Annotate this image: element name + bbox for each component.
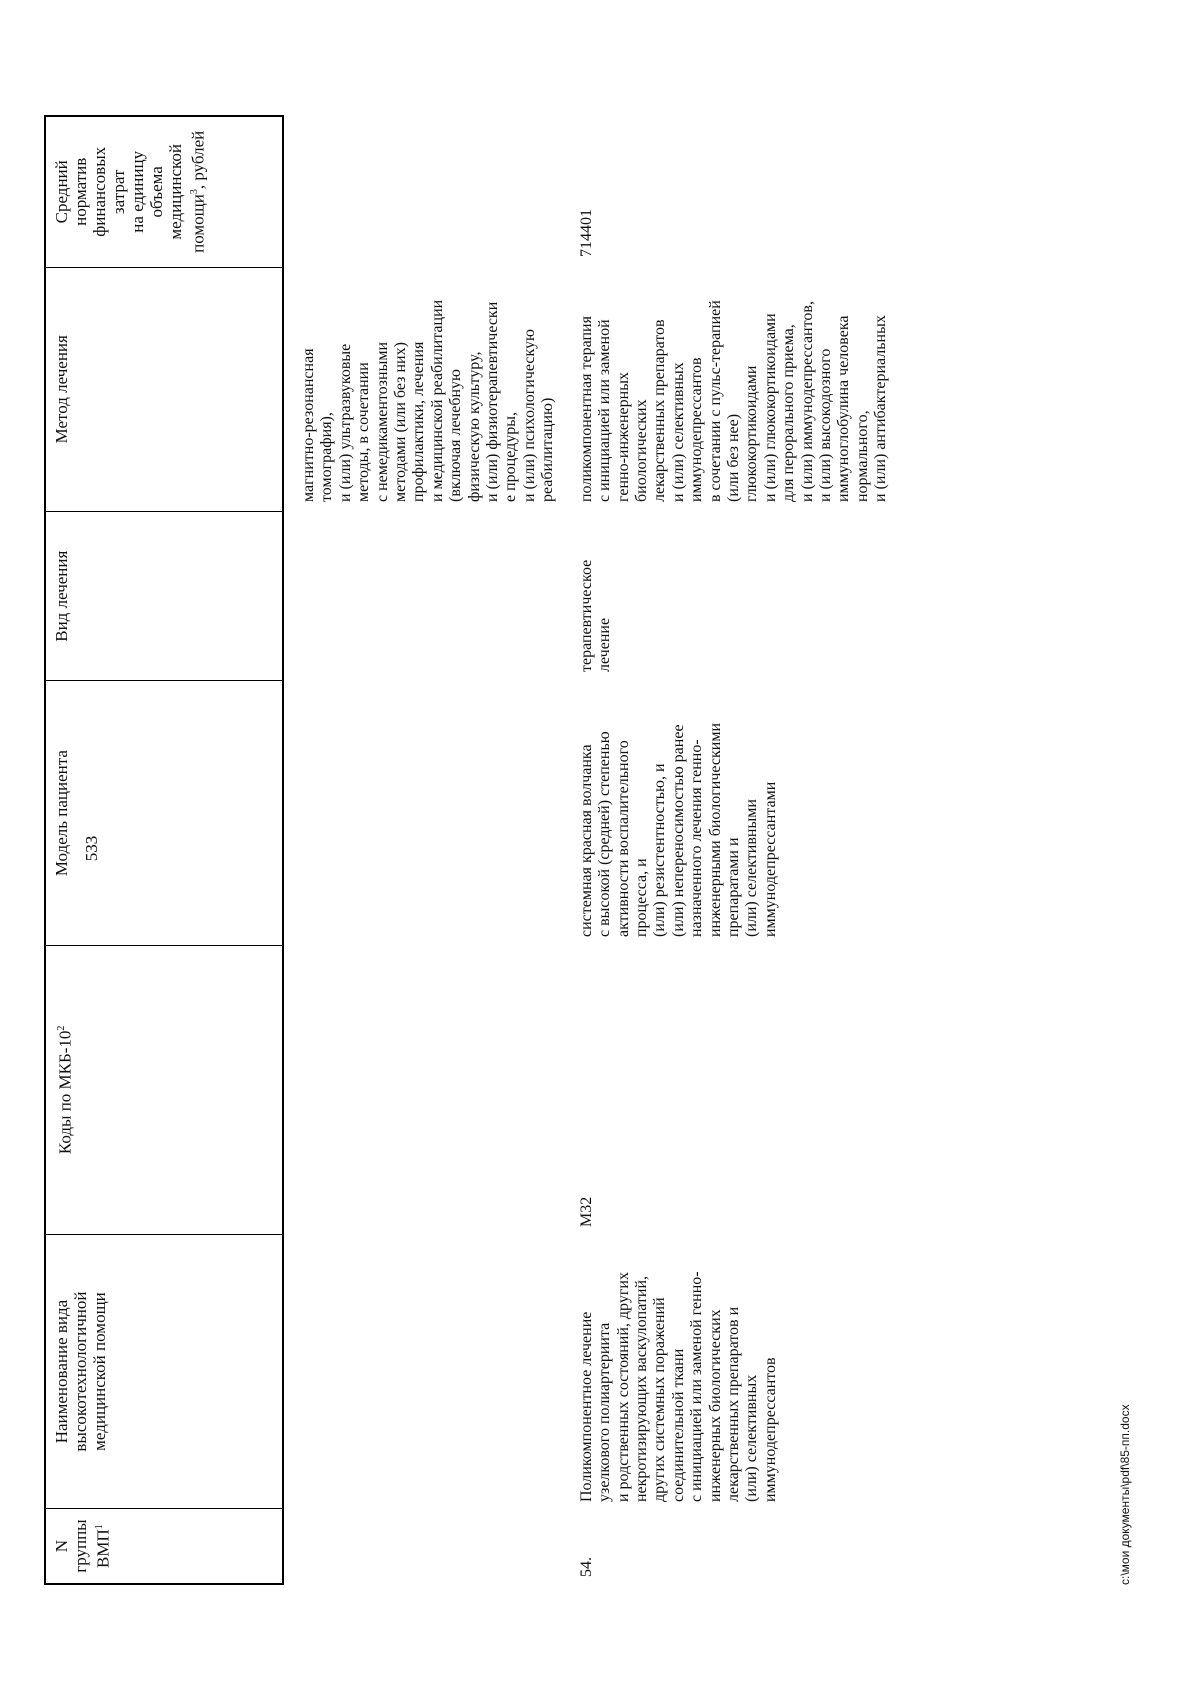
text-line: узелкового полиартериита — [596, 1322, 614, 1502]
text-line: (или) селективными — [743, 799, 761, 937]
text-line: генно-инженерных — [614, 372, 632, 502]
header-average-cost — [46, 117, 282, 267]
header-treatment-method — [46, 267, 282, 511]
text-line: (или без нее) — [724, 413, 742, 502]
text-line: лекарственных препаратов — [651, 319, 669, 502]
text-line: томография), — [318, 412, 336, 502]
header-cost-line: финансовых затрат — [90, 146, 128, 237]
text-line: (или) резистентностью, и — [651, 763, 669, 937]
text-line: с инициацией или заменой — [596, 319, 614, 502]
cell-patient-model — [578, 680, 891, 945]
text-line: методы, в сочетании — [355, 362, 373, 502]
text-line: и (или) ультразвуковые — [336, 343, 354, 502]
header-care-type-name — [46, 1234, 282, 1508]
text-line: иммунодепрессантов — [761, 1357, 779, 1502]
text-line: некротизирующих васкулопатий, — [632, 1275, 650, 1502]
text-line: нормального, — [853, 410, 871, 502]
text-line: и (или) антибактериальных — [872, 315, 890, 502]
table-row-continuation — [300, 115, 558, 1585]
text-line: и (или) глюкокортикоидами — [761, 313, 779, 502]
page-number: 533 — [82, 835, 101, 862]
text-line: терапевтическое — [577, 559, 595, 672]
icd-code: M32 — [577, 1196, 595, 1227]
text-line: поликомпонентная терапия — [577, 316, 595, 502]
text-line: лечение — [596, 617, 614, 672]
cell-icd-codes — [578, 945, 891, 1235]
text-line: и (или) иммунодепрессантов, — [798, 301, 816, 502]
group-number: 54. — [577, 1557, 595, 1577]
text-line: (включая лечебную — [447, 369, 465, 502]
header-name-line: медицинской помощи — [90, 1292, 109, 1451]
text-line: физическую культуру, — [465, 351, 483, 502]
text-line: процесса, и — [632, 858, 650, 937]
text-line: с высокой (средней) степенью — [596, 731, 614, 937]
table-row — [578, 115, 891, 1585]
text-line: иммунодепрессантами — [761, 781, 779, 937]
header-name-line: Наименование вида — [52, 1299, 71, 1444]
text-line: соединительной ткани — [669, 1348, 687, 1502]
text-line: профилактики, лечения — [410, 341, 428, 502]
header-patient-model — [46, 680, 282, 944]
cell-method-continuation — [300, 265, 558, 510]
header-model-text: Модель пациента — [52, 750, 71, 877]
cell-average-cost — [578, 115, 891, 265]
text-line: и (или) психологическую — [520, 329, 538, 502]
footnote-marker: 3 — [189, 189, 200, 195]
footnote-marker: 1 — [94, 1524, 105, 1530]
table-header — [44, 115, 284, 1585]
cell-care-type-name — [578, 1235, 891, 1510]
text-line: методами (или без них) — [392, 342, 410, 502]
header-vid-text: Вид лечения — [52, 550, 71, 642]
text-line: иммунодепрессантов — [688, 357, 706, 502]
text-line: активности воспалительного — [614, 740, 632, 937]
text-line: инженерными биологическими — [706, 722, 724, 937]
file-path-footer: c:\мои документы\pdf\85-пп.docx — [1118, 1404, 1132, 1585]
text-line: магнитно-резонансная — [300, 348, 317, 502]
text-line: биологических — [632, 399, 650, 502]
cell-treatment-type — [578, 510, 891, 680]
header-cost-line: медицинской — [166, 143, 185, 240]
header-codes-text: Коды по МКБ-10 — [55, 1030, 75, 1155]
text-line: с немедикаментозными — [373, 341, 391, 502]
text-line: реабилитацию) — [539, 397, 557, 502]
header-cost-line-tail: , рублей — [188, 130, 208, 190]
header-method-text: Метод лечения — [52, 335, 71, 444]
text-line: (или) селективных — [743, 1374, 761, 1502]
text-line: с инициацией или заменой генно- — [688, 1271, 706, 1502]
text-line: и (или) физиотерапевтически — [484, 301, 502, 502]
text-line: и родственных состояний, других — [614, 1272, 632, 1502]
text-line: лекарственных препаратов и — [724, 1306, 742, 1502]
header-icd-codes — [46, 945, 282, 1234]
text-line: других системных поражений — [651, 1297, 669, 1502]
text-line: назначенного лечения генно- — [688, 739, 706, 937]
header-n-line: группы — [71, 1519, 90, 1573]
header-n-line: N — [52, 1539, 71, 1553]
cell-treatment-method — [578, 265, 891, 510]
header-cost-line: Средний норматив — [52, 157, 90, 226]
text-line: глюкокортикоидами — [743, 365, 761, 502]
text-line: системная красная волчанка — [577, 744, 595, 937]
text-line: и (или) высокодозного — [816, 348, 834, 502]
header-cost-line: на единицу объема — [128, 150, 166, 233]
header-n-line: ВМП — [93, 1529, 113, 1568]
text-line: для перорального приема, — [780, 324, 798, 502]
header-name-line: высокотехнологичной — [71, 1291, 90, 1452]
text-line: и (или) селективных — [669, 362, 687, 502]
text-line: иммуноглобулина человека — [835, 315, 853, 502]
average-cost-value: 714401 — [577, 209, 595, 257]
header-treatment-type — [46, 511, 282, 681]
text-line: и медицинской реабилитации — [428, 299, 446, 502]
text-line: е процедуры, — [502, 411, 520, 502]
footnote-marker: 2 — [56, 1025, 67, 1031]
text-line: инженерных биологических — [706, 1309, 724, 1502]
table-body — [300, 115, 891, 1585]
text-line: в сочетании с пульс-терапией — [706, 300, 724, 502]
header-cost-line: помощи — [188, 194, 208, 253]
header-n-group — [46, 1508, 282, 1583]
text-line: (или) непереносимостью ранее — [669, 724, 687, 937]
text-line: препаратами и — [724, 837, 742, 937]
text-line: Поликомпонентное лечение — [577, 1311, 595, 1502]
cell-group-number — [578, 1510, 891, 1585]
